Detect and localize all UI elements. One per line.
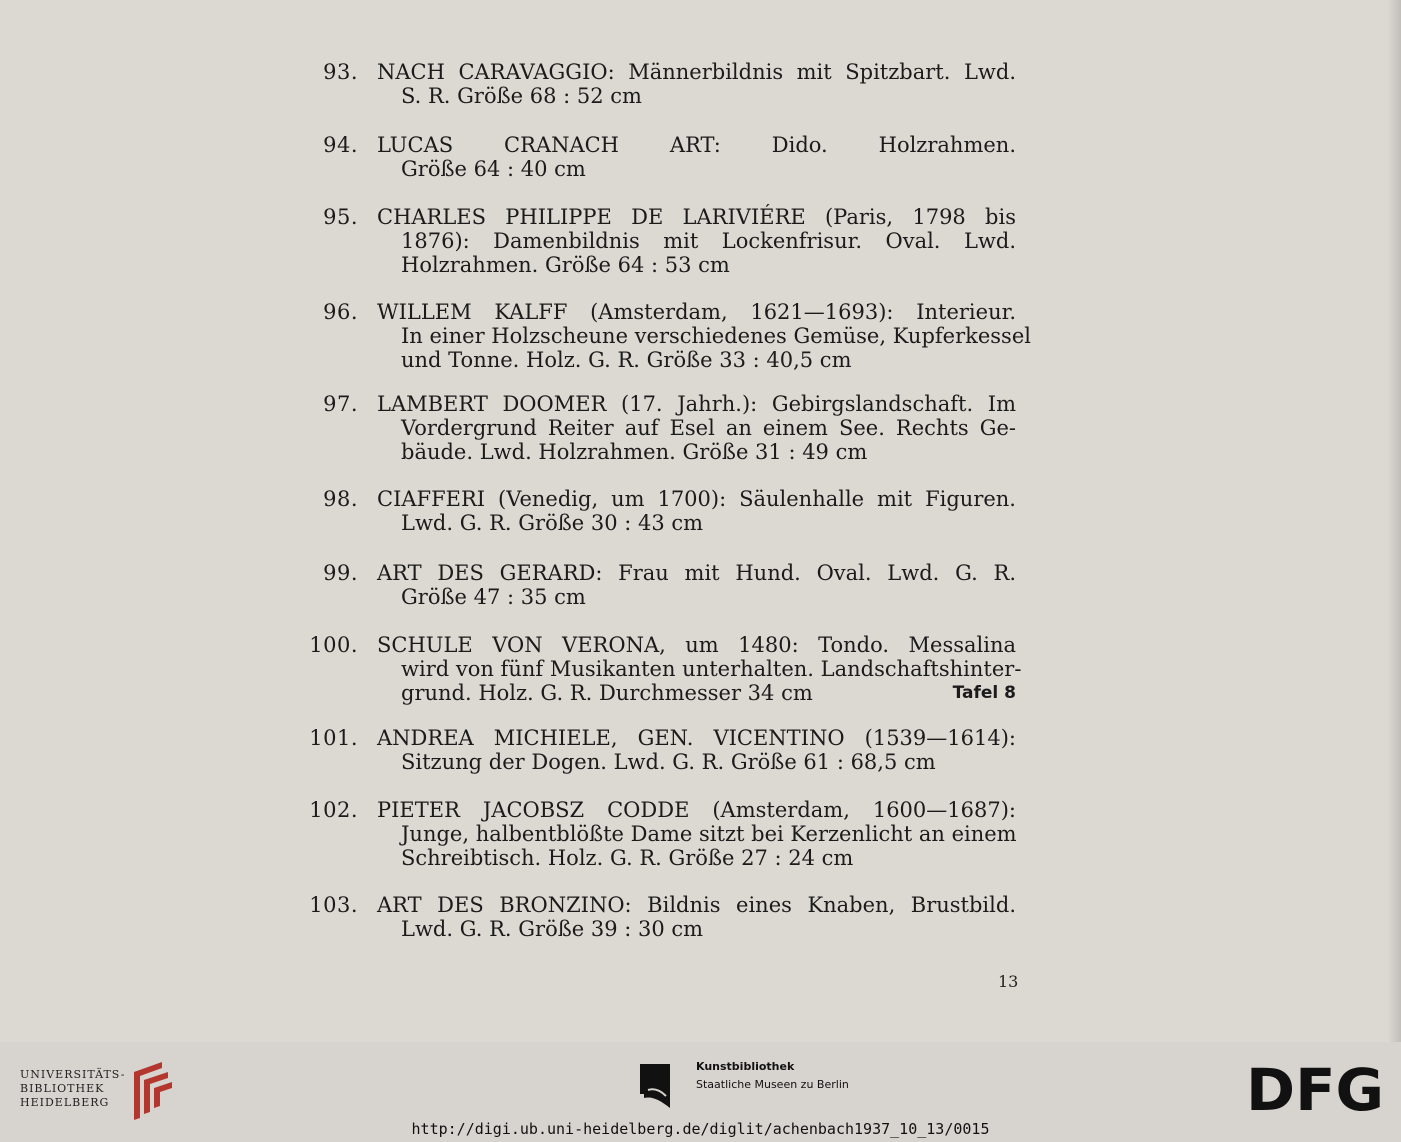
entry-text-line: 1876): Damenbildnis mit Lockenfrisur. Oval. Lwd. [401,229,1016,253]
entry-number: 97. [323,392,358,416]
entry-heading-line: PIETER JACOBSZ CODDE (Amsterdam, 1600—1687): [377,798,1016,822]
ub-logo-line: HEIDELBERG [20,1096,110,1109]
entry-text-line: S. R. Größe 68 : 52 cm [401,84,642,108]
entry-heading-line: SCHULE VON VERONA, um 1480: Tondo. Messalina [377,633,1016,657]
entry-number: 96. [323,300,358,324]
catalog-entry [300,633,1022,705]
kunstbibliothek-logo[interactable] [640,1060,900,1110]
catalog-entry [300,561,1016,609]
footer-bar [0,1042,1401,1142]
entry-number: 101. [309,726,358,750]
entry-heading-line: CIAFFERI (Venedig, um 1700): Säulenhalle mit Figuren. [377,487,1016,511]
entry-text-line: Größe 47 : 35 cm [401,585,586,609]
entry-text-line: und Tonne. Holz. G. R. Größe 33 : 40,5 cm [401,348,852,372]
entry-number: 102. [309,798,358,822]
entry-text-line: Junge, halbentblößte Dame sitzt bei Kerzenlicht an einem [401,822,1017,846]
catalog-entry [300,487,1016,535]
entry-heading-line: CHARLES PHILIPPE DE LARIVIÉRE (Paris, 1798 bis [377,205,1016,229]
entry-text-line: bäude. Lwd. Holzrahmen. Größe 31 : 49 cm [401,440,868,464]
plate-reference: Tafel 8 [952,683,1016,703]
ub-heidelberg-logo[interactable] [20,1062,180,1122]
entry-text-line: In einer Holzscheune verschiedenes Gemüse, Kupferkessel [401,324,1031,348]
catalog-entry [300,133,1016,181]
page-number: 13 [998,972,1019,991]
entry-number: 95. [323,205,358,229]
entry-number: 94. [323,133,358,157]
dfg-label: DFG [1246,1062,1384,1118]
entry-number: 99. [323,561,358,585]
entry-text-line: Lwd. G. R. Größe 39 : 30 cm [401,917,704,941]
catalog-entry [300,60,1016,108]
catalog-entry [300,893,1016,941]
entry-text-line: Holzrahmen. Größe 64 : 53 cm [401,253,730,277]
catalog-entry [300,205,1016,277]
entry-text-line: Vordergrund Reiter auf Esel an einem See. Rechts Ge- [401,416,1016,440]
entry-heading-line: ART DES GERARD: Frau mit Hund. Oval. Lwd. G. R. [377,561,1016,585]
entry-text-line: grund. Holz. G. R. Durchmesser 34 cm [401,681,813,705]
catalog-entry [300,798,1016,870]
ub-logo-line: UNIVERSITÄTS- [20,1068,126,1081]
entry-text-line: Sitzung der Dogen. Lwd. G. R. Größe 61 : 68,5 cm [401,750,936,774]
entry-heading-line: WILLEM KALFF (Amsterdam, 1621—1693): Interieur. [377,300,1016,324]
entry-heading-line: ART DES BRONZINO: Bildnis eines Knaben, Brustbild. [377,893,1016,917]
catalog-entry [300,392,1016,464]
entry-number: 103. [309,893,358,917]
entry-number: 100. [309,633,358,657]
entry-number: 93. [323,60,358,84]
source-url[interactable]: http://digi.ub.uni-heidelberg.de/diglit/achenbach1937_10_13/0015 [411,1120,990,1138]
entry-text-line: Größe 64 : 40 cm [401,157,586,181]
eagle-icon [640,1064,680,1108]
dfg-logo[interactable] [1246,1062,1384,1118]
entry-number: 98. [323,487,358,511]
catalog-entry [300,726,1016,774]
entry-text-line: Lwd. G. R. Größe 30 : 43 cm [401,511,704,535]
ub-logo-icon [124,1062,174,1120]
entry-heading-line: NACH CARAVAGGIO: Männerbildnis mit Spitzbart. Lwd. [377,60,1016,84]
entry-heading-line: LUCAS CRANACH ART: Dido. Holzrahmen. [377,133,1016,157]
entry-text-line: wird von fünf Musikanten unterhalten. Landschaftshinter- [401,657,1022,681]
kb-title: Kunstbibliothek [696,1060,795,1073]
ub-logo-line: BIBLIOTHEK [20,1082,105,1095]
entry-text-line: Schreibtisch. Holz. G. R. Größe 27 : 24 cm [401,846,854,870]
catalog-entry [300,300,1031,372]
kb-subtitle: Staatliche Museen zu Berlin [696,1078,849,1091]
entry-heading-line: LAMBERT DOOMER (17. Jahrh.): Gebirgslandschaft. Im [377,392,1016,416]
entry-heading-line: ANDREA MICHIELE, GEN. VICENTINO (1539—1614): [377,726,1016,750]
